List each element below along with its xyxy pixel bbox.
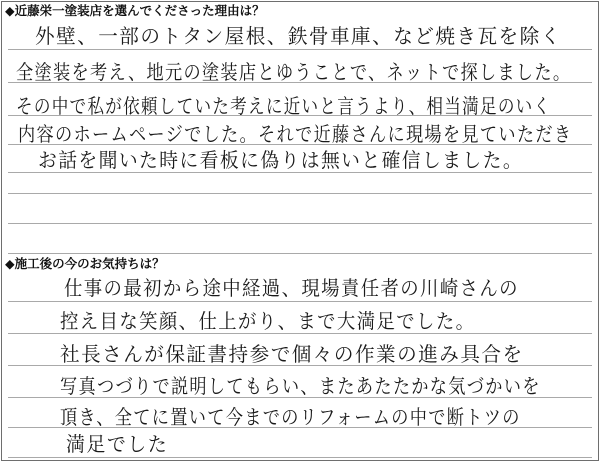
ruled-line — [8, 172, 592, 173]
ruled-line — [8, 49, 592, 50]
questionnaire-sheet — [1, 1, 599, 461]
reason-question-heading: ◆近藤栄一塗装店を選んでくださった理由は？ — [5, 3, 265, 18]
handwritten-line: 仕事の最初から途中経過、現場責任者の川崎さんの — [64, 276, 519, 300]
handwritten-line: 全塗装を考え、地元の塗装店とゆうことで、ネットで探しました。 — [16, 60, 572, 84]
handwritten-line: その中で私が依頼していた考えに近いと言うより、相当満足のいく — [16, 94, 552, 118]
handwritten-line: 頂き、全てに置いて今までのリフォームの中で断トツの — [60, 405, 521, 429]
feelings-question-heading: ◆施工後の今のお気持ちは？ — [5, 256, 165, 271]
handwritten-line: 内容のホームページでした。それで近藤さんに現場を見ていただき — [18, 122, 573, 146]
handwritten-line: 満足でした — [66, 432, 169, 456]
ruled-line — [8, 457, 592, 458]
ruled-line — [8, 193, 592, 194]
handwritten-line: 社長さんが保証書持参で個々の作業の進み具合を — [60, 342, 524, 366]
ruled-line — [8, 223, 592, 224]
reason-section — [2, 2, 598, 254]
ruled-line — [8, 301, 592, 302]
handwritten-line: 写真つづりで説明してもらい、またあたたかな気づかいを — [60, 374, 541, 398]
handwritten-line: お話を聞いた時に看板に偽りは無いと確信しました。 — [38, 148, 524, 172]
ruled-line — [8, 333, 592, 334]
handwritten-line: 外壁、一部のトタン屋根、鉄骨車庫、など焼き瓦を除く — [35, 24, 562, 48]
handwritten-line: 控え目な笑顔、仕上がり、まで大満足でした。 — [60, 309, 476, 333]
feelings-section — [2, 254, 598, 460]
